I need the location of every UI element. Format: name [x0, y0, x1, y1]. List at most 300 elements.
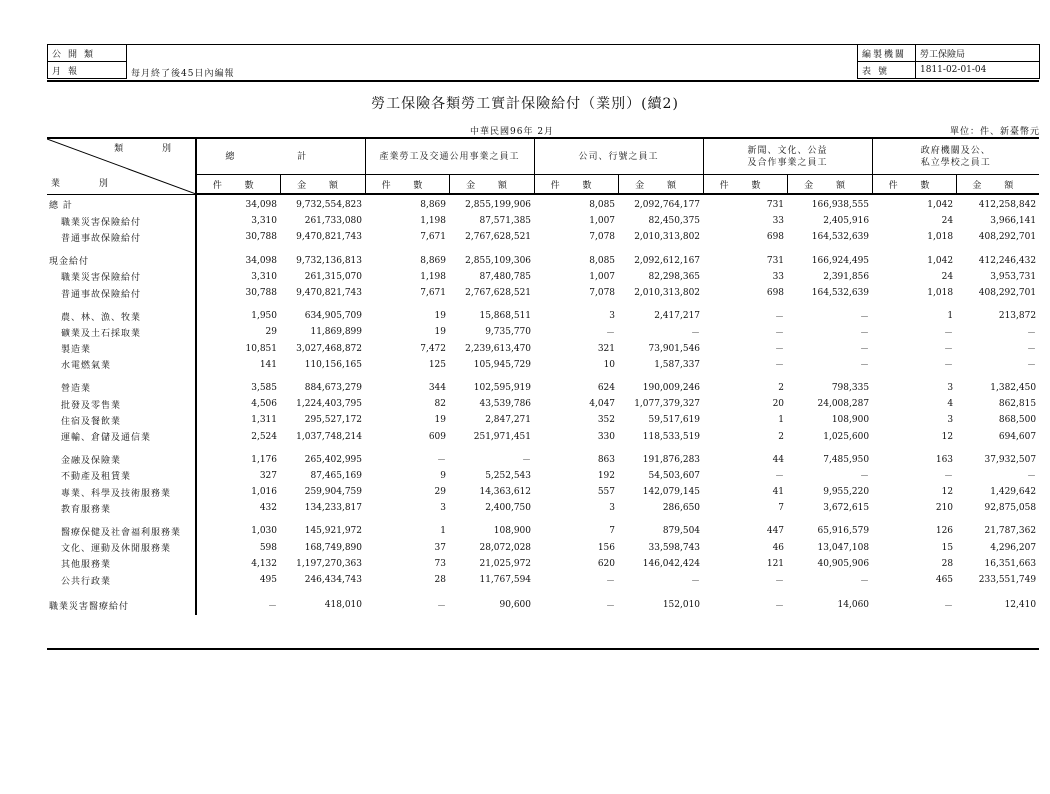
row-category: 職業災害保險給付: [47, 269, 196, 285]
table-row: [47, 523, 1039, 539]
cell-count: 1: [778, 415, 785, 426]
table-bottom-rule: [47, 648, 1039, 650]
cell-count: 465: [935, 575, 954, 586]
cell-count: 1,198: [420, 271, 446, 282]
cell-amount: 9,955,220: [823, 487, 870, 498]
cell-amount: 37,932,507: [984, 454, 1037, 465]
cell-amount: 146,042,424: [642, 558, 701, 569]
cell-amount: 1,224,403,795: [296, 399, 362, 410]
cell-amount: －: [691, 576, 701, 587]
cell-amount: 105,945,729: [473, 359, 532, 370]
cell-amount: 166,924,495: [811, 255, 870, 266]
cell-count: 1: [440, 526, 446, 537]
spacer-cell: [47, 516, 196, 523]
subheader-count: 件 數: [872, 175, 956, 195]
table-row: [47, 452, 1039, 468]
table-body: [47, 194, 1039, 615]
cell-count: 73: [434, 558, 446, 569]
cell-amount: 11,767,594: [479, 575, 532, 586]
corner-bottom-label: 業 別: [51, 178, 126, 189]
cell-amount: －: [522, 456, 532, 467]
spacer-cell: [47, 373, 196, 380]
spacer-row: [47, 246, 1039, 253]
cell-amount: 246,434,743: [304, 575, 362, 586]
spacer-cell: [196, 301, 1039, 308]
cell-amount: 1,587,337: [654, 359, 701, 370]
row-category: 普通事故保險給付: [47, 285, 196, 301]
cell-count: 698: [766, 288, 785, 299]
table-row: [47, 324, 1039, 340]
cell-amount: 13,047,108: [817, 542, 870, 553]
cell-count: 1,016: [251, 487, 277, 498]
cell-count: 19: [434, 415, 446, 426]
spacer-row: [47, 301, 1039, 308]
cell-count: 557: [597, 487, 616, 498]
cell-amount: 168,749,890: [304, 542, 362, 553]
cell-count: 34,098: [245, 255, 277, 266]
cell-amount: 164,532,639: [811, 288, 870, 299]
cell-amount: 9,470,821,743: [296, 232, 362, 243]
cell-count: 12: [941, 431, 954, 442]
table-row: [47, 229, 1039, 245]
cell-amount: 11,869,899: [310, 327, 362, 338]
cell-count: 7,671: [420, 232, 446, 243]
group-header-news-culture: 新聞、文化、公益 及合作事業之員工: [703, 138, 872, 175]
cell-count: －: [944, 345, 954, 356]
cell-count: 3,310: [251, 271, 277, 282]
cell-amount: 190,009,246: [642, 382, 701, 393]
cell-amount: 634,905,709: [304, 311, 362, 322]
cell-amount: 233,551,749: [978, 575, 1037, 586]
cell-count: 1,018: [927, 288, 954, 299]
cell-amount: 2,010,313,802: [634, 232, 701, 243]
table-row: [47, 194, 1039, 213]
cell-amount: 3,672,615: [823, 503, 870, 514]
cell-amount: －: [860, 328, 870, 339]
cell-count: 3: [609, 503, 616, 514]
cell-amount: 16,351,663: [984, 558, 1037, 569]
cell-amount: 265,402,995: [304, 454, 362, 465]
cell-count: －: [606, 601, 616, 612]
cell-amount: －: [1027, 328, 1037, 339]
subheader-amount: 金 額: [449, 175, 534, 195]
header-label-table-no: 表號: [858, 62, 916, 79]
cell-count: 4: [947, 399, 954, 410]
page-title: 勞工保險各類勞工實計保險給付（業別）(續2): [371, 96, 679, 112]
cell-count: －: [775, 345, 785, 356]
row-category: 農、林、漁、牧業: [47, 308, 196, 324]
subheader-amount: 金 額: [618, 175, 703, 195]
cell-amount: 286,650: [662, 503, 701, 514]
row-category: 製造業: [47, 341, 196, 357]
cell-count: 4,506: [251, 399, 277, 410]
cell-count: 1,198: [420, 216, 446, 227]
cell-count: 12: [941, 487, 954, 498]
cell-count: 41: [772, 487, 785, 498]
cell-amount: －: [860, 472, 870, 483]
row-category: 礦業及土石採取業: [47, 324, 196, 340]
table-row: [47, 357, 1039, 373]
spacer-cell: [47, 588, 196, 595]
cell-count: 731: [766, 200, 785, 211]
header-rule: [47, 80, 1039, 82]
cell-amount: －: [1027, 345, 1037, 356]
cell-amount: 2,847,271: [485, 415, 532, 426]
cell-amount: 412,258,842: [978, 200, 1037, 211]
row-category: 專業、科學及技術服務業: [47, 484, 196, 500]
cell-count: 121: [766, 558, 785, 569]
cell-count: 163: [935, 454, 954, 465]
corner-header: [47, 138, 196, 194]
cell-amount: 24,008,287: [817, 399, 870, 410]
cell-count: －: [944, 472, 954, 483]
cell-amount: 87,465,169: [310, 470, 362, 481]
cell-amount: 73,901,546: [648, 343, 701, 354]
table-row: [47, 308, 1039, 324]
cell-amount: 9,470,821,743: [296, 288, 362, 299]
table-row: [47, 213, 1039, 229]
cell-amount: 14,060: [837, 600, 870, 611]
cell-count: －: [775, 601, 785, 612]
row-category: 現金給付: [47, 253, 196, 269]
header-compile-note: 每月終了後45日內編報: [131, 69, 235, 79]
cell-amount: 110,156,165: [304, 359, 362, 370]
cell-amount: 54,503,607: [648, 470, 701, 481]
cell-amount: －: [691, 328, 701, 339]
cell-amount: －: [860, 345, 870, 356]
cell-count: 44: [772, 454, 785, 465]
cell-count: 1,042: [927, 255, 954, 266]
cell-amount: 90,600: [499, 600, 532, 611]
cell-count: 1: [947, 311, 954, 322]
cell-count: 7: [778, 503, 785, 514]
cell-amount: 191,876,283: [642, 454, 701, 465]
row-category: 不動產及租賃業: [47, 468, 196, 484]
cell-count: 1,030: [251, 526, 277, 537]
cell-count: 30,788: [245, 232, 277, 243]
cell-count: 15: [941, 542, 954, 553]
cell-amount: 1,382,450: [990, 382, 1037, 393]
row-category: 金融及保險業: [47, 452, 196, 468]
spacer-cell: [47, 301, 196, 308]
cell-count: 327: [259, 470, 277, 481]
cell-count: 7: [609, 526, 616, 537]
cell-amount: 43,539,786: [479, 399, 532, 410]
row-category: 營造業: [47, 380, 196, 396]
cell-amount: －: [1027, 472, 1037, 483]
cell-amount: 166,938,555: [811, 200, 870, 211]
cell-amount: 5,252,543: [485, 470, 532, 481]
cell-count: 4,047: [589, 399, 616, 410]
cell-count: 1,018: [927, 232, 954, 243]
table-row: [47, 595, 1039, 615]
cell-amount: 2,855,199,906: [465, 200, 532, 211]
cell-amount: 884,673,279: [304, 382, 362, 393]
cell-amount: －: [860, 576, 870, 587]
row-category: 總 計: [47, 194, 196, 213]
cell-count: 8,085: [589, 255, 616, 266]
cell-count: 1,176: [251, 454, 277, 465]
cell-count: 731: [766, 255, 785, 266]
spacer-cell: [196, 588, 1039, 595]
cell-amount: 418,010: [324, 600, 362, 611]
cell-count: 34,098: [245, 200, 277, 211]
cell-amount: 14,363,612: [479, 487, 532, 498]
cell-amount: 152,010: [662, 600, 701, 611]
cell-amount: 1,077,379,327: [634, 399, 701, 410]
cell-count: 7,078: [589, 232, 616, 243]
cell-count: 598: [259, 542, 277, 553]
cell-count: 33: [772, 216, 785, 227]
cell-amount: 82,298,365: [648, 271, 701, 282]
cell-count: 28: [941, 558, 954, 569]
row-category: 職業災害醫療給付: [47, 595, 196, 615]
cell-amount: 868,500: [998, 415, 1037, 426]
header-right-box: [857, 44, 1040, 79]
cell-count: 192: [597, 470, 616, 481]
cell-amount: 7,485,950: [823, 454, 870, 465]
report-date: 中華民國96年 2月: [470, 127, 555, 137]
table-row: [47, 484, 1039, 500]
table-row: [47, 269, 1039, 285]
cell-count: 1,311: [251, 415, 277, 426]
benefits-table: [47, 137, 1039, 615]
subheader-count: 件 數: [534, 175, 618, 195]
cell-count: 2: [778, 431, 785, 442]
cell-amount: 2,767,628,521: [465, 288, 532, 299]
cell-amount: 1,025,600: [823, 431, 870, 442]
cell-count: 3: [947, 415, 954, 426]
cell-amount: 118,533,519: [642, 431, 701, 442]
table-row: [47, 285, 1039, 301]
cell-amount: 142,079,145: [642, 487, 701, 498]
spacer-cell: [47, 445, 196, 452]
cell-amount: 9,732,554,823: [296, 200, 362, 211]
cell-count: 3: [609, 311, 616, 322]
row-category: 水電燃氣業: [47, 357, 196, 373]
table-row: [47, 253, 1039, 269]
cell-count: 620: [597, 558, 616, 569]
cell-count: 210: [935, 503, 954, 514]
cell-count: －: [944, 361, 954, 372]
table-row: [47, 428, 1039, 444]
cell-amount: 2,092,764,177: [634, 200, 701, 211]
row-category: 住宿及餐飲業: [47, 412, 196, 428]
cell-amount: 164,532,639: [811, 232, 870, 243]
cell-count: 698: [766, 232, 785, 243]
cell-amount: 9,735,770: [485, 327, 532, 338]
cell-count: 321: [597, 343, 616, 354]
cell-amount: 295,527,172: [304, 415, 362, 426]
cell-amount: 108,900: [831, 415, 870, 426]
cell-amount: 2,010,313,802: [634, 288, 701, 299]
cell-count: 495: [259, 575, 277, 586]
cell-count: －: [606, 576, 616, 587]
row-category: 其他服務業: [47, 556, 196, 572]
cell-count: 2: [778, 382, 785, 393]
cell-count: 10,851: [245, 343, 277, 354]
cell-count: －: [775, 312, 785, 323]
cell-amount: 21,025,972: [479, 558, 532, 569]
cell-count: －: [775, 576, 785, 587]
header-label-public: 公開類: [48, 45, 127, 62]
cell-amount: 1,429,642: [990, 487, 1037, 498]
cell-amount: 1,197,270,363: [296, 558, 362, 569]
cell-count: 352: [597, 415, 616, 426]
cell-count: －: [775, 328, 785, 339]
cell-amount: －: [1027, 361, 1037, 372]
row-category: 公共行政業: [47, 572, 196, 588]
cell-amount: 694,607: [998, 431, 1037, 442]
cell-count: 8,869: [420, 255, 446, 266]
table-row: [47, 341, 1039, 357]
table-row: [47, 396, 1039, 412]
table-row: [47, 572, 1039, 588]
table-row: [47, 468, 1039, 484]
table-row: [47, 556, 1039, 572]
cell-amount: 2,405,916: [823, 216, 870, 227]
group-header-industry: 產業勞工及交通公用事業之員工: [365, 138, 534, 175]
cell-amount: 261,733,080: [304, 216, 362, 227]
cell-count: 609: [428, 431, 446, 442]
header-value-agency: 勞工保險局: [916, 45, 1040, 62]
cell-count: －: [606, 328, 616, 339]
table-row: [47, 540, 1039, 556]
cell-count: 8,869: [420, 200, 446, 211]
cell-count: 7,671: [420, 288, 446, 299]
group-header-total: 總 計: [196, 138, 365, 175]
cell-count: 9: [440, 470, 446, 481]
cell-count: 3: [440, 503, 446, 514]
cell-amount: 2,092,612,167: [634, 255, 701, 266]
cell-count: 3,585: [251, 382, 277, 393]
cell-count: 19: [434, 327, 446, 338]
cell-amount: 261,315,070: [304, 271, 362, 282]
cell-count: －: [775, 472, 785, 483]
cell-count: 2,524: [251, 431, 277, 442]
cell-count: 82: [434, 399, 446, 410]
cell-amount: 408,292,701: [978, 288, 1037, 299]
corner-top-label: 類 別: [114, 144, 189, 154]
row-category: 教育服務業: [47, 500, 196, 516]
cell-count: －: [436, 601, 446, 612]
cell-amount: 1,037,748,214: [296, 431, 362, 442]
cell-count: 156: [597, 542, 616, 553]
cell-amount: 213,872: [998, 311, 1037, 322]
cell-amount: 412,246,432: [978, 255, 1037, 266]
cell-count: －: [775, 361, 785, 372]
cell-count: 4,132: [251, 558, 277, 569]
spacer-cell: [196, 246, 1039, 253]
cell-count: －: [267, 601, 277, 612]
cell-amount: 2,391,856: [823, 271, 870, 282]
cell-count: 7,472: [420, 343, 446, 354]
cell-count: 125: [428, 359, 446, 370]
spacer-cell: [196, 445, 1039, 452]
cell-amount: 3,953,731: [990, 271, 1037, 282]
row-category: 文化、運動及休閒服務業: [47, 540, 196, 556]
cell-amount: 145,921,972: [304, 526, 362, 537]
cell-amount: 87,480,785: [479, 271, 532, 282]
cell-amount: 82,450,375: [648, 216, 701, 227]
table-row: [47, 500, 1039, 516]
cell-amount: 28,072,028: [479, 542, 532, 553]
row-category: 醫療保健及社會福利服務業: [47, 523, 196, 539]
subheader-amount: 金 額: [956, 175, 1039, 195]
cell-count: 24: [941, 271, 954, 282]
spacer-row: [47, 516, 1039, 523]
row-category: 職業災害保險給付: [47, 213, 196, 229]
cell-amount: －: [860, 312, 870, 323]
cell-count: 10: [603, 359, 616, 370]
cell-amount: 2,417,217: [654, 311, 701, 322]
header-value-table-no: 1811-02-01-04: [916, 62, 1040, 79]
cell-amount: 134,233,817: [304, 503, 362, 514]
cell-count: 3,310: [251, 216, 277, 227]
cell-count: －: [944, 328, 954, 339]
spacer-row: [47, 445, 1039, 452]
row-category: 運輸、倉儲及通信業: [47, 428, 196, 444]
cell-amount: 4,296,207: [990, 542, 1037, 553]
cell-amount: 15,868,511: [479, 311, 532, 322]
cell-count: 447: [766, 526, 785, 537]
cell-amount: 798,335: [831, 382, 870, 393]
cell-count: －: [436, 456, 446, 467]
cell-count: 29: [434, 487, 446, 498]
cell-count: 863: [597, 454, 616, 465]
cell-amount: 65,916,579: [817, 526, 870, 537]
cell-amount: 12,410: [1004, 600, 1037, 611]
group-header-government: 政府機關及公、 私立學校之員工: [872, 138, 1039, 175]
cell-count: 624: [597, 382, 616, 393]
row-category: 普通事故保險給付: [47, 229, 196, 245]
cell-count: 126: [935, 526, 954, 537]
cell-amount: 251,971,451: [473, 431, 532, 442]
cell-amount: 102,595,919: [473, 382, 532, 393]
cell-count: 1,950: [251, 311, 277, 322]
cell-count: 19: [434, 311, 446, 322]
cell-count: 29: [265, 327, 277, 338]
spacer-row: [47, 373, 1039, 380]
cell-count: 7,078: [589, 288, 616, 299]
cell-count: 37: [434, 542, 446, 553]
cell-count: 330: [597, 431, 616, 442]
cell-count: 141: [259, 359, 277, 370]
subheader-amount: 金 額: [787, 175, 872, 195]
cell-amount: 879,504: [662, 526, 701, 537]
cell-amount: 2,855,109,306: [465, 255, 532, 266]
row-category: 批發及零售業: [47, 396, 196, 412]
unit-label: 單位：件、新臺幣元: [949, 127, 1040, 137]
cell-count: 1,007: [589, 216, 616, 227]
spacer-cell: [47, 246, 196, 253]
table-row: [47, 380, 1039, 396]
cell-amount: 862,815: [998, 399, 1037, 410]
cell-count: 3: [947, 382, 954, 393]
cell-amount: 108,900: [493, 526, 532, 537]
cell-amount: －: [860, 361, 870, 372]
cell-amount: 2,400,750: [485, 503, 532, 514]
spacer-cell: [196, 373, 1039, 380]
cell-count: 432: [259, 503, 277, 514]
cell-amount: 2,239,613,470: [465, 343, 532, 354]
cell-count: 1,042: [927, 200, 954, 211]
cell-amount: 259,904,759: [304, 487, 362, 498]
cell-amount: 21,787,362: [984, 526, 1037, 537]
cell-amount: 9,732,136,813: [296, 255, 362, 266]
subheader-count: 件 數: [196, 175, 280, 195]
cell-count: 8,085: [589, 200, 616, 211]
